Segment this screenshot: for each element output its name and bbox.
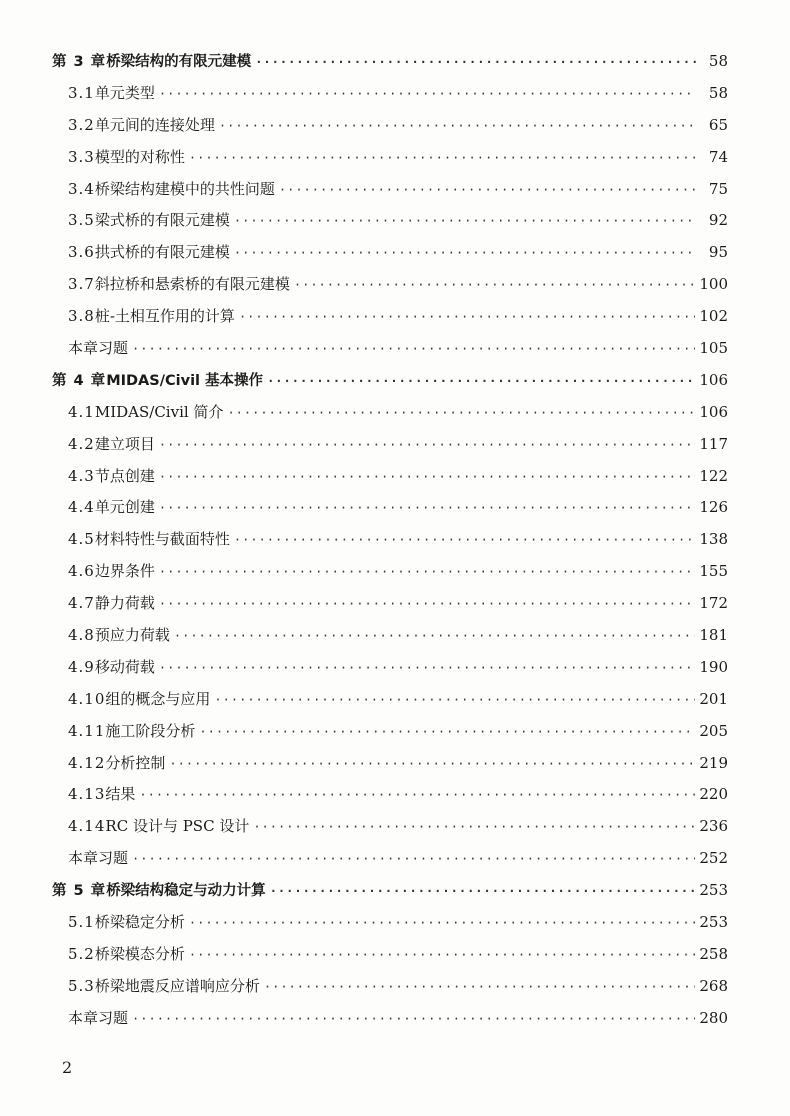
dot-leader [169,749,695,781]
toc-entry-number: 4.6 [68,562,95,581]
toc-entry-number: 4.8 [68,626,95,645]
toc-entry-page: 122 [699,466,728,485]
toc-entry-number: 3.1 [68,83,95,102]
toc-section-entry [52,716,728,748]
toc-section-entry [52,971,728,1003]
toc-entry-page: 205 [699,721,728,740]
dot-leader [132,334,695,366]
toc-entry-title: 拱式桥的有限元建模 [94,243,230,262]
dot-leader [139,780,695,812]
toc-entry-title: 本章习题 [68,849,129,868]
toc-entry-page: 253 [699,913,728,932]
toc-entry-number: 4.3 [68,466,95,485]
dot-leader [159,557,695,589]
toc-entry-page: 181 [699,626,728,645]
toc-entry-number: 4.5 [68,530,95,549]
toc-entry-page: 102 [699,307,728,326]
dot-leader [264,972,695,1004]
toc-section-entry [52,811,728,843]
toc-entry-title: 本章习题 [68,339,129,358]
dot-leader [189,143,696,175]
dot-leader [219,111,696,143]
toc-entry-title: 材料特性与截面特性 [94,530,230,549]
toc-section-entry [52,142,728,174]
toc-exercise-entry [52,1003,728,1035]
toc-entry-title: 结果 [105,785,136,804]
toc-exercise-entry [52,843,728,875]
toc-entry-number: 4.14 [68,817,106,836]
toc-entry-title: 桥梁稳定分析 [94,913,185,932]
toc-section-entry [52,652,728,684]
dot-leader [189,908,695,940]
dot-leader [199,717,695,749]
toc-entry-number: 5.2 [68,944,95,963]
dot-leader [234,238,696,270]
toc-section-entry [52,684,728,716]
toc-entry-title: 桥梁结构稳定与动力计算 [106,883,266,900]
toc-exercise-entry [52,333,728,365]
toc-entry-title: 单元间的连接处理 [94,115,215,134]
toc-section-entry [52,524,728,556]
toc-entry-number: 4.13 [68,785,106,804]
toc-entry-page: 75 [708,179,728,198]
toc-entry-page: 138 [699,530,728,549]
toc-entry-page: 106 [699,370,728,389]
dot-leader [159,430,695,462]
toc-entry-page: 65 [708,115,728,134]
toc-entry-number: 第 4 章 [52,372,107,389]
toc-entry-number: 第 5 章 [52,883,107,900]
toc-entry-title: 边界条件 [94,562,155,581]
toc-entry-number: 4.4 [68,498,95,517]
toc-section-entry [52,907,728,939]
toc-section-entry [52,269,728,301]
toc-entry-page: 58 [708,52,728,70]
toc-section-entry [52,939,728,971]
toc-entry-number: 3.4 [68,179,95,198]
toc-entry-page: 280 [699,1008,728,1027]
dot-leader [159,589,695,621]
toc-entry-number: 5.1 [68,913,95,932]
toc-section-entry [52,588,728,620]
toc-section-entry [52,461,728,493]
dot-leader [132,1004,695,1036]
dot-leader [270,876,696,908]
toc-entry-page: 253 [699,881,728,900]
dot-leader [174,621,695,653]
dot-leader [132,844,695,876]
toc-entry-page: 117 [699,434,728,453]
toc-section-entry [52,748,728,780]
toc-entry-page: 172 [699,594,728,613]
toc-entry-title: 施工阶段分析 [105,721,196,740]
toc-section-entry [52,237,728,269]
toc-chapter-entry [52,46,728,78]
toc-entry-number: 5.3 [68,976,95,995]
toc-entry-title: 分析控制 [105,753,166,772]
toc-entry-title: 移动荷载 [94,657,155,676]
toc-entry-title: RC 设计与 PSC 设计 [105,817,250,836]
dot-leader [159,493,695,525]
toc-entry-title: 建立项目 [94,434,155,453]
toc-entry-number: 3.6 [68,243,95,262]
toc-entry-page: 100 [699,275,728,294]
toc-entry-title: MIDAS/Civil 基本操作 [106,372,264,389]
toc-entry-title: 静力荷载 [94,594,155,613]
toc-entry-page: 92 [708,211,728,230]
toc-entry-number: 4.12 [68,753,106,772]
toc-entry-page: 190 [699,657,728,676]
toc-entry-page: 106 [699,402,728,421]
toc-entry-number: 4.7 [68,594,95,613]
toc-entry-title: 模型的对称性 [94,147,185,166]
toc-entry-title: 组的概念与应用 [105,689,211,708]
toc-section-entry [52,174,728,206]
toc-entry-page: 252 [699,849,728,868]
toc-entry-title: 桩-土相互作用的计算 [94,307,235,326]
dot-leader [214,685,695,717]
dot-leader [227,398,695,430]
toc-entry-page: 201 [699,689,728,708]
toc-entry-number: 4.1 [68,402,95,421]
toc-section-entry [52,620,728,652]
dot-leader [159,653,695,685]
toc-entry-number: 4.10 [68,689,106,708]
toc-entry-title: 斜拉桥和悬索桥的有限元建模 [94,275,290,294]
dot-leader [239,302,695,334]
toc-entry-title: 桥梁地震反应谱响应分析 [94,976,260,995]
table-of-contents [52,46,728,1035]
toc-section-entry [52,301,728,333]
toc-entry-page: 74 [708,147,728,166]
toc-entry-title: 本章习题 [68,1008,129,1027]
dot-leader [159,462,695,494]
dot-leader [294,270,695,302]
toc-entry-title: 桥梁模态分析 [94,944,185,963]
toc-chapter-entry [52,365,728,397]
toc-entry-number: 4.2 [68,434,95,453]
toc-entry-title: 预应力荷载 [94,626,170,645]
toc-entry-page: 126 [699,498,728,517]
toc-entry-page: 58 [708,83,728,102]
toc-chapter-entry [52,875,728,907]
dot-leader [253,812,695,844]
toc-section-entry [52,556,728,588]
toc-entry-number: 3.5 [68,211,95,230]
dot-leader [267,366,695,398]
toc-entry-title: 节点创建 [94,466,155,485]
toc-entry-title: 单元创建 [94,498,155,517]
toc-entry-page: 155 [699,562,728,581]
toc-entry-page: 219 [699,753,728,772]
toc-entry-number: 3.7 [68,275,95,294]
toc-entry-title: 梁式桥的有限元建模 [94,211,230,230]
toc-entry-title: 桥梁结构建模中的共性问题 [94,179,275,198]
toc-section-entry [52,78,728,110]
dot-leader [234,206,696,238]
dot-leader [159,79,696,111]
dot-leader [234,525,695,557]
toc-entry-number: 4.9 [68,657,95,676]
toc-entry-title: 单元类型 [94,83,155,102]
page-number: 2 [62,1058,73,1077]
toc-entry-number: 3.8 [68,307,95,326]
toc-entry-title: MIDAS/Civil 简介 [94,402,224,421]
toc-entry-title: 桥梁结构的有限元建模 [106,54,252,70]
toc-entry-page: 220 [699,785,728,804]
toc-entry-number: 3.2 [68,115,95,134]
toc-section-entry [52,779,728,811]
toc-entry-number: 4.11 [68,721,106,740]
toc-section-entry [52,492,728,524]
toc-entry-page: 95 [708,243,728,262]
toc-entry-number: 3.3 [68,147,95,166]
toc-section-entry [52,205,728,237]
toc-entry-page: 258 [699,944,728,963]
toc-entry-page: 105 [699,339,728,358]
dot-leader [189,940,695,972]
toc-entry-page: 236 [699,817,728,836]
toc-section-entry [52,397,728,429]
toc-section-entry [52,110,728,142]
toc-entry-page: 268 [699,976,728,995]
dot-leader [255,47,696,79]
toc-entry-number: 第 3 章 [52,54,107,70]
toc-section-entry [52,429,728,461]
dot-leader [279,175,696,207]
